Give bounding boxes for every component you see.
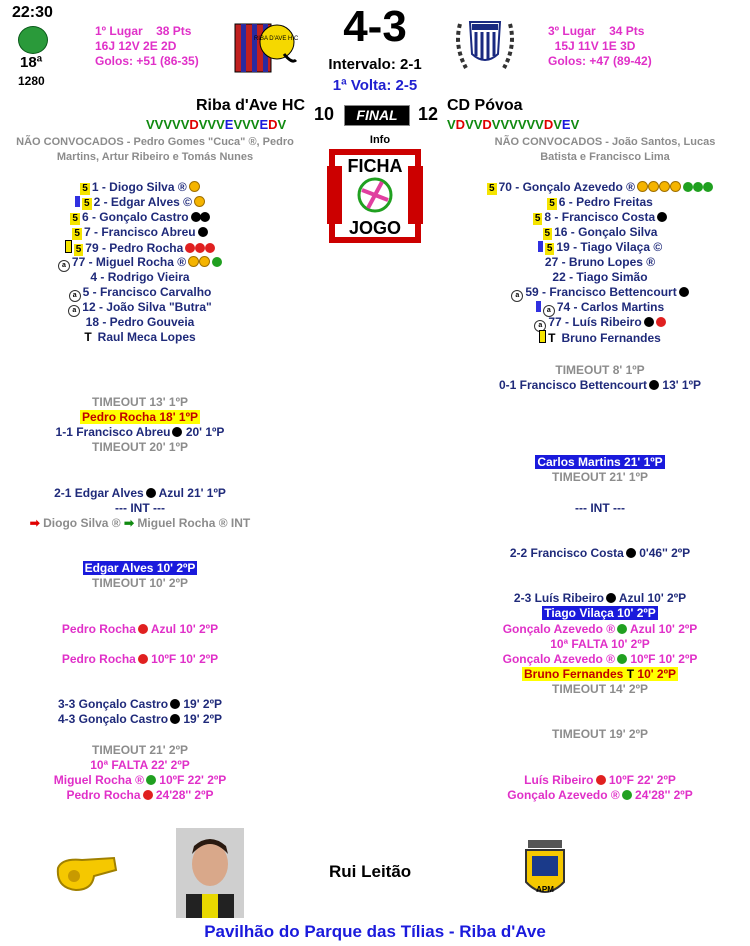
form-letter: V bbox=[198, 117, 208, 132]
away-form bbox=[447, 117, 579, 132]
home-player[interactable]: 4 - Rodrigo Vieira bbox=[90, 270, 190, 284]
home-player[interactable]: a 12 - João Silva "Butra" bbox=[0, 300, 280, 317]
away-not-called: NÃO CONVOCADOS - João Santos, Lucas Batista e Francisco Lima bbox=[494, 136, 716, 163]
away-team-number: 12 bbox=[418, 104, 439, 124]
ficha-label: FICHA bbox=[347, 156, 403, 176]
whistle-icon bbox=[52, 846, 122, 896]
ficha-jogo-button[interactable] bbox=[322, 148, 428, 244]
form-letter: E bbox=[224, 117, 234, 132]
event-foul: 10ª FALTA 22' 2ºP bbox=[90, 758, 190, 772]
event-timeout: TIMEOUT 8' 1ºP bbox=[555, 363, 645, 377]
apm-label: APM bbox=[536, 885, 554, 894]
referee-photo bbox=[176, 828, 244, 918]
home-not-called: NÃO CONVOCADOS - Pedro Gomes "Cuca" ®, Pedro Martins, Artur Ribeiro e Tomás Nunes bbox=[16, 136, 294, 163]
event-timeout: TIMEOUT 14' 2ºP bbox=[552, 682, 648, 696]
away-player[interactable]: 5 70 - Gonçalo Azevedo ® bbox=[450, 180, 750, 195]
event-card: Edgar Alves 10' 2ºP bbox=[84, 561, 196, 575]
form-letter: D bbox=[189, 117, 199, 132]
home-coach[interactable]: T Raul Meca Lopes bbox=[84, 330, 196, 344]
away-player[interactable]: a 77 - Luís Ribeiro bbox=[450, 315, 750, 332]
form-letter: V bbox=[250, 117, 260, 132]
event-goal: 3-3 Gonçalo Castro 19' 2ºP bbox=[58, 697, 222, 711]
event-timeout: TIMEOUT 10' 2ºP bbox=[92, 576, 188, 590]
home-player[interactable]: 5 6 - Gonçalo Castro bbox=[0, 210, 280, 225]
event-substitution: ➡ Diogo Silva ® ➡ Miguel Rocha ® INT bbox=[29, 516, 251, 530]
form-letter: V bbox=[526, 117, 536, 132]
home-team-name[interactable]: Riba d'Ave HC bbox=[196, 97, 306, 114]
home-player[interactable]: 5 79 - Pedro Rocha bbox=[0, 240, 280, 256]
away-player[interactable]: 22 - Tiago Simão bbox=[552, 270, 648, 284]
away-team-name[interactable]: CD Póvoa bbox=[447, 97, 523, 114]
away-standing: 3º Lugar 34 Pts 15J 11V 1E 3D Golos: +47 (89-42) bbox=[548, 24, 652, 68]
away-player[interactable]: a 74 - Carlos Martins bbox=[450, 300, 750, 317]
form-letter: V bbox=[146, 117, 155, 132]
game-id: 1280 bbox=[18, 74, 45, 88]
form-letter: D bbox=[455, 117, 466, 132]
event-timeout: TIMEOUT 19' 2ºP bbox=[552, 727, 648, 741]
info-label: Info bbox=[369, 134, 391, 146]
form-letter: V bbox=[535, 117, 544, 132]
home-player[interactable]: 18 - Pedro Gouveia bbox=[85, 315, 195, 329]
home-standing: 1º Lugar 38 Pts 16J 12V 2E 2D Golos: +51 (86-35) bbox=[95, 24, 199, 68]
event-timeout: TIMEOUT 20' 1ºP bbox=[92, 440, 188, 454]
home-player[interactable]: a 5 - Francisco Carvalho bbox=[0, 285, 280, 302]
event-card: Tiago Vilaça 10' 2ºP bbox=[544, 606, 656, 620]
event-interval: --- INT --- bbox=[575, 501, 625, 515]
away-player[interactable]: 27 - Bruno Lopes ® bbox=[544, 255, 656, 269]
event-interval: --- INT --- bbox=[115, 501, 165, 515]
form-letter: V bbox=[500, 117, 510, 132]
form-letter: V bbox=[216, 117, 225, 132]
event-foul: Miguel Rocha ® 10ºF 22' 2ºP bbox=[53, 773, 227, 787]
event-foul: Gonçalo Azevedo ® 24'28'' 2ºP bbox=[507, 788, 693, 802]
halftime-score: Intervalo: 2-1 bbox=[328, 56, 422, 73]
event-card: Pedro Rocha 18' 1ºP bbox=[82, 410, 198, 424]
event-goal: 2-2 Francisco Costa 0'46'' 2ºP bbox=[509, 546, 691, 560]
event-goal: 1-1 Francisco Abreu 20' 1ºP bbox=[55, 425, 225, 439]
event-goal: 2-3 Luís Ribeiro Azul 10' 2ºP bbox=[513, 591, 687, 605]
form-letter: V bbox=[570, 117, 580, 132]
event-timeout: TIMEOUT 21' 2ºP bbox=[92, 743, 188, 757]
event-goal: 4-3 Gonçalo Castro 19' 2ºP bbox=[58, 712, 222, 726]
league-badge-icon bbox=[18, 26, 48, 54]
form-letter: V bbox=[207, 117, 217, 132]
form-letter: V bbox=[491, 117, 501, 132]
jogo-label: JOGO bbox=[348, 218, 402, 238]
form-letter: V bbox=[553, 117, 562, 132]
form-letter: V bbox=[509, 117, 518, 132]
event-timeout: TIMEOUT 13' 1ºP bbox=[92, 395, 188, 409]
home-team-logo[interactable] bbox=[232, 18, 298, 76]
event-foul: Pedro Rocha Azul 10' 2ºP bbox=[61, 622, 219, 636]
form-letter: D bbox=[482, 117, 492, 132]
home-player[interactable]: 5 7 - Francisco Abreu bbox=[0, 225, 280, 240]
form-letter: V bbox=[242, 117, 251, 132]
home-team-number: 10 bbox=[314, 104, 335, 124]
referee-name[interactable]: Rui Leitão bbox=[329, 862, 412, 881]
away-player[interactable]: 5 6 - Pedro Freitas bbox=[549, 195, 653, 209]
round-number: 18ª bbox=[20, 54, 43, 71]
event-foul: Pedro Rocha 10ºF 10' 2ºP bbox=[61, 652, 219, 666]
event-foul: 10ª FALTA 10' 2ºP bbox=[550, 637, 650, 651]
event-timeout: TIMEOUT 21' 1ºP bbox=[552, 470, 648, 484]
form-letter: V bbox=[172, 117, 181, 132]
form-letter: V bbox=[277, 117, 287, 132]
form-letter: E bbox=[259, 117, 269, 132]
form-letter: V bbox=[163, 117, 173, 132]
event-goal: 0-1 Francisco Bettencourt 13' 1ºP bbox=[499, 378, 701, 392]
form-letter: D bbox=[543, 117, 554, 132]
form-letter: V bbox=[465, 117, 474, 132]
event-foul: Pedro Rocha 24'28'' 2ºP bbox=[66, 788, 214, 802]
form-letter: V bbox=[154, 117, 164, 132]
first-leg-score: 1ª Volta: 2-5 bbox=[332, 77, 418, 94]
away-player[interactable]: a 59 - Francisco Bettencourt bbox=[450, 285, 750, 302]
form-letter: V bbox=[473, 117, 483, 132]
event-foul: Gonçalo Azevedo ® 10ºF 10' 2ºP bbox=[502, 652, 698, 666]
form-letter: V bbox=[233, 117, 243, 132]
form-letter: V bbox=[180, 117, 190, 132]
away-player[interactable]: 5 19 - Tiago Vilaça © bbox=[450, 240, 750, 255]
home-player[interactable]: 5 2 - Edgar Alves © bbox=[0, 195, 280, 210]
event-card: Bruno Fernandes T 10' 2ºP bbox=[524, 667, 676, 681]
away-coach[interactable]: T Bruno Fernandes bbox=[450, 330, 750, 346]
event-goal: 2-1 Edgar Alves Azul 21' 1ºP bbox=[54, 486, 226, 500]
home-player[interactable]: a 77 - Miguel Rocha ® bbox=[0, 255, 280, 272]
match-status-badge: FINAL bbox=[344, 105, 410, 126]
final-score: 4-3 bbox=[343, 2, 407, 51]
apm-crest-icon bbox=[520, 838, 570, 904]
home-player[interactable]: 5 1 - Diogo Silva ® bbox=[0, 180, 280, 195]
home-logo-text: RIBA D'AVE H.C. bbox=[253, 36, 298, 42]
form-letter: V bbox=[517, 117, 527, 132]
event-foul: Gonçalo Azevedo ® Azul 10' 2ºP bbox=[502, 622, 698, 636]
form-letter: D bbox=[268, 117, 278, 132]
form-letter: V bbox=[447, 117, 456, 132]
venue-name[interactable]: Pavilhão do Parque das Tílias - Riba d'Ave bbox=[204, 922, 546, 941]
away-player[interactable]: 5 8 - Francisco Costa bbox=[450, 210, 750, 225]
away-team-logo[interactable] bbox=[452, 14, 518, 76]
form-letter: E bbox=[561, 117, 571, 132]
event-foul: Luís Ribeiro 10ºF 22' 2ºP bbox=[524, 773, 676, 787]
home-form bbox=[146, 117, 286, 132]
away-player[interactable]: 5 16 - Gonçalo Silva bbox=[544, 225, 658, 239]
event-card: Carlos Martins 21' 1ºP bbox=[537, 455, 663, 469]
match-time: 22:30 bbox=[12, 4, 53, 21]
